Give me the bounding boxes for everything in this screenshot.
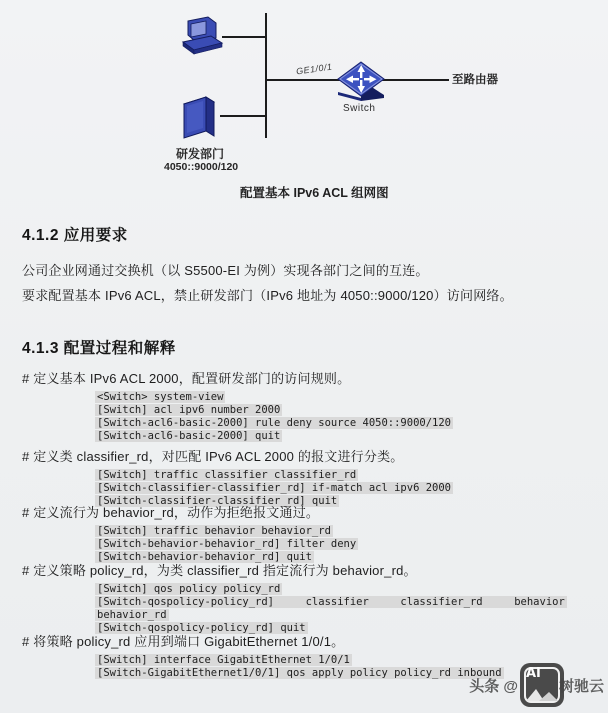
bus-line bbox=[265, 13, 267, 138]
code-line: [Switch-classifier-classifier_rd] if-match acl ipv6 2000 bbox=[97, 482, 452, 494]
code-line: [Switch] acl ipv6 number 2000 bbox=[97, 404, 281, 416]
code-line: [Switch-behavior-behavior_rd] filter deny bbox=[97, 538, 357, 550]
code-block bbox=[95, 525, 592, 563]
code-block bbox=[95, 391, 592, 442]
code-line: [Switch] interface GigabitEthernet 1/0/1 bbox=[97, 654, 350, 666]
ge-port-label: GE1/0/1 bbox=[295, 61, 334, 77]
department-server-icon bbox=[178, 88, 224, 142]
network-diagram bbox=[0, 0, 608, 210]
code-line: [Switch] qos policy policy_rd bbox=[97, 583, 281, 595]
step-comment: # 定义策略 policy_rd，为类 classifier_rd 指定流行为 behavior_rd。 bbox=[22, 563, 417, 578]
code-line: <Switch> system-view bbox=[97, 391, 224, 403]
workstation-icon bbox=[176, 10, 226, 60]
config-step bbox=[22, 371, 592, 443]
code-line: [Switch-classifier-classifier_rd] quit bbox=[97, 495, 338, 507]
code-line: [Switch-behavior-behavior_rd] quit bbox=[97, 551, 312, 563]
section-heading-413: 4.1.3 配置过程和解释 bbox=[22, 340, 176, 357]
figure-caption: 配置基本 IPv6 ACL 组网图 bbox=[240, 186, 389, 200]
code-line: [Switch-qospolicy-policy_rd] quit bbox=[97, 622, 306, 634]
step-comment: # 定义基本 IPv6 ACL 2000，配置研发部门的访问规则。 bbox=[22, 371, 351, 386]
watermark-prefix: 头条 @ bbox=[469, 677, 518, 695]
department-label: 研发部门 bbox=[176, 147, 225, 161]
mountains-icon bbox=[524, 683, 560, 703]
link-pc-to-bus bbox=[222, 36, 266, 38]
section-heading-412: 4.1.2 应用要求 bbox=[22, 227, 128, 244]
watermark-suffix: 树驰云 bbox=[558, 677, 604, 695]
ai-logo-text: AI bbox=[525, 666, 541, 681]
paragraph: 要求配置基本 IPv6 ACL，禁止研发部门（IPv6 地址为 4050::9000/120）访问网络。 bbox=[22, 288, 513, 303]
switch-icon bbox=[336, 60, 386, 102]
config-step bbox=[22, 505, 592, 564]
link-switch-to-router bbox=[381, 79, 449, 81]
code-block bbox=[95, 583, 592, 634]
config-step bbox=[22, 563, 592, 635]
paragraph: 公司企业网通过交换机（以 S5500-EI 为例）实现各部门之间的互连。 bbox=[22, 263, 429, 278]
watermark bbox=[469, 663, 604, 707]
code-line: [Switch-acl6-basic-2000] quit bbox=[97, 430, 281, 442]
link-bus-to-switch bbox=[265, 79, 341, 81]
step-comment: # 定义流行为 behavior_rd，动作为拒绝报文通过。 bbox=[22, 505, 320, 520]
code-line: behavior_rd bbox=[97, 609, 167, 621]
to-router-label: 至路由器 bbox=[452, 74, 498, 86]
code-block bbox=[95, 469, 592, 507]
link-server-to-bus bbox=[220, 115, 266, 117]
code-line: [Switch] traffic classifier classifier_rd bbox=[97, 469, 357, 481]
switch-label: Switch bbox=[343, 103, 376, 114]
code-line: [Switch-acl6-basic-2000] rule deny source 4050::9000/120 bbox=[97, 417, 452, 429]
step-comment: # 将策略 policy_rd 应用到端口 GigabitEthernet 1/0/1。 bbox=[22, 634, 345, 649]
ai-photo-logo-icon bbox=[520, 663, 564, 707]
code-line: [Switch-qospolicy-policy_rd] classifier classifier_rd behavior bbox=[97, 596, 565, 608]
config-step bbox=[22, 449, 592, 508]
code-line: [Switch] traffic behavior behavior_rd bbox=[97, 525, 331, 537]
department-address: 4050::9000/120 bbox=[164, 161, 239, 173]
code-line: [Switch-GigabitEthernet1/0/1] qos apply policy policy_rd inbound bbox=[97, 667, 502, 679]
step-comment: # 定义类 classifier_rd，对匹配 IPv6 ACL 2000 的报文进行分类。 bbox=[22, 449, 404, 464]
